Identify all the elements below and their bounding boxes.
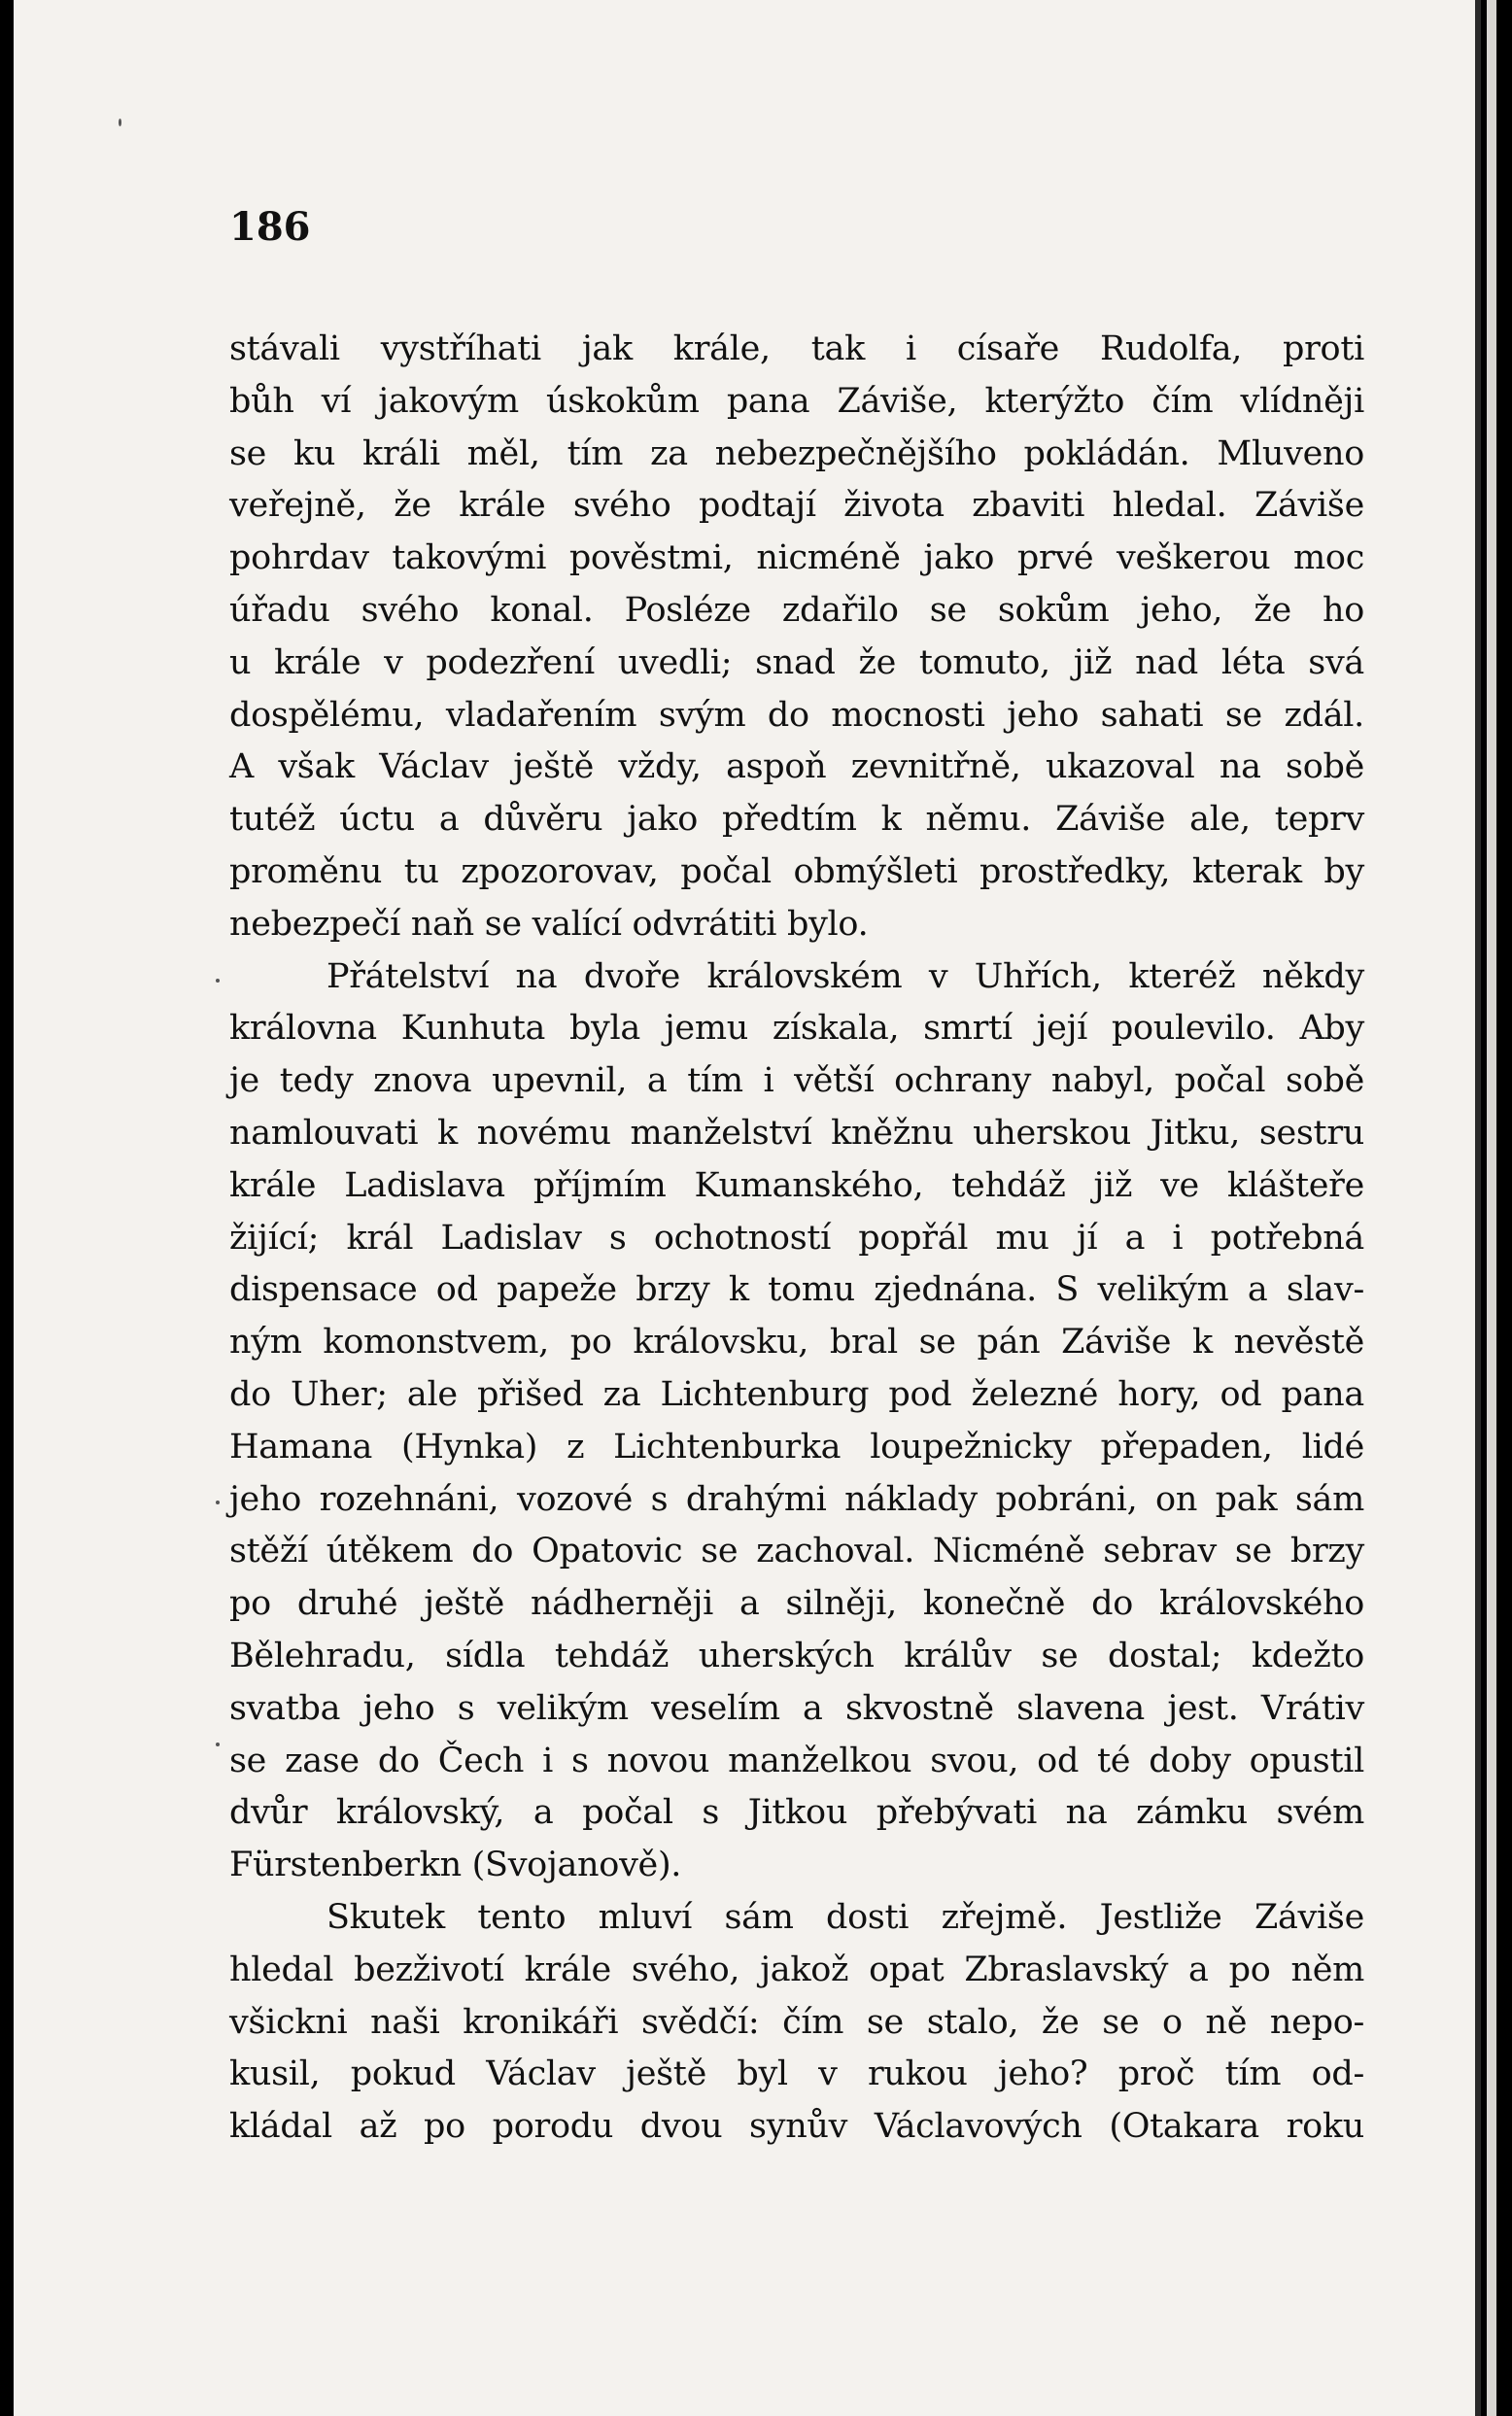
scan-speck xyxy=(216,1501,220,1504)
text-line: ným komonstvem, po královsku, bral se pán Záviše k nevěstě xyxy=(229,1323,1364,1363)
text-line: se zase do Čech i s novou manželkou svou, od té doby opustil xyxy=(229,1741,1364,1780)
text-line: proměnu tu zpozorovav, počal obmýšleti prostředky, kterak by xyxy=(229,851,1364,891)
text-line: namlouvati k novému manželství kněžnu uherskou Jitku, sestru xyxy=(229,1113,1364,1153)
text-line: Bělehradu, sídla tehdáž uherských králův se dostal; kdežto xyxy=(229,1636,1364,1675)
text-line: Skutek tento mluví sám dosti zřejmě. Jestliže Záviše xyxy=(326,1897,1364,1937)
text-line: Fürstenberkn (Svojanově). xyxy=(229,1846,682,1885)
text-line: nebezpečí naň se valící odvrátiti bylo. xyxy=(229,904,869,944)
text-line: A však Václav ještě vždy, aspoň zevnitřně, ukazoval na sobě xyxy=(229,747,1364,787)
text-line: jeho rozehnáni, vozové s drahými náklady pobráni, on pak sám xyxy=(229,1479,1364,1519)
text-line: je tedy znova upevnil, a tím i větší ochrany nabyl, počal sobě xyxy=(229,1061,1364,1101)
text-line: dospělému, vladařením svým do mocnosti jeho sahati se zdál. xyxy=(229,695,1364,735)
text-line: kládal až po porodu dvou synův Václavových (Otakara roku xyxy=(229,2107,1364,2147)
text-line: žijící; král Ladislav s ochotností popřál mu jí a i potřebná xyxy=(229,1218,1364,1258)
text-line: u krále v podezření uvedli; snad že tomuto, již nad léta svá xyxy=(229,642,1364,682)
text-line: Přátelství na dvoře královském v Uhřích, kteréž někdy xyxy=(326,956,1364,996)
text-line: královna Kunhuta byla jemu získala, smrtí její poulevilo. Aby xyxy=(229,1009,1364,1049)
text-line: se ku králi měl, tím za nebezpečnějšího pokládán. Mluveno xyxy=(229,433,1364,473)
text-line: svatba jeho s velikým veselím a skvostně slavena jest. Vrátiv xyxy=(229,1688,1364,1728)
body-text xyxy=(229,324,1364,2154)
scan-speck xyxy=(216,1743,220,1746)
text-line: Hamana (Hynka) z Lichtenburka loupežnicky přepaden, lidé xyxy=(229,1427,1364,1467)
text-line: všickni naši kronikáři svědčí: čím se stalo, že se o ně nepo- xyxy=(229,2002,1364,2042)
text-line: hledal bezživotí krále svého, jakož opat Zbraslavský a po něm xyxy=(229,1950,1364,1989)
text-line: bůh ví jakovým úskokům pana Záviše, kterýžto čím vlídněji xyxy=(229,381,1364,421)
text-line: tutéž úctu a důvěru jako předtím k němu. Záviše ale, teprv xyxy=(229,800,1364,840)
text-line: po druhé ještě nádherněji a silněji, konečně do královského xyxy=(229,1584,1364,1624)
text-line: krále Ladislava příjmím Kumanského, tehdáž již ve klášteře xyxy=(229,1165,1364,1205)
text-line: pohrdav takovými pověstmi, nicméně jako prvé veškerou moc xyxy=(229,538,1364,578)
scan-speck xyxy=(216,979,220,983)
text-line: stávali vystříhati jak krále, tak i císaře Rudolfa, proti xyxy=(229,329,1364,368)
book-page xyxy=(14,0,1481,2416)
scan-speck xyxy=(119,119,121,126)
text-line: dispensace od papeže brzy k tomu zjednána. S velikým a slav- xyxy=(229,1270,1364,1310)
page-number: 186 xyxy=(229,204,311,250)
adjacent-page-edge xyxy=(1487,0,1496,2416)
text-line: dvůr královský, a počal s Jitkou přebývati na zámku svém xyxy=(229,1793,1364,1833)
text-line: kusil, pokud Václav ještě byl v rukou jeho? proč tím od- xyxy=(229,2054,1364,2094)
text-line: stěží útěkem do Opatovic se zachoval. Nicméně sebrav se brzy xyxy=(229,1532,1364,1571)
text-line: úřadu svého konal. Posléze zdařilo se sokům jeho, že ho xyxy=(229,590,1364,630)
text-line: do Uher; ale přišed za Lichtenburg pod železné hory, od pana xyxy=(229,1374,1364,1414)
text-line: veřejně, že krále svého podtají života zbaviti hledal. Záviše xyxy=(229,486,1364,526)
